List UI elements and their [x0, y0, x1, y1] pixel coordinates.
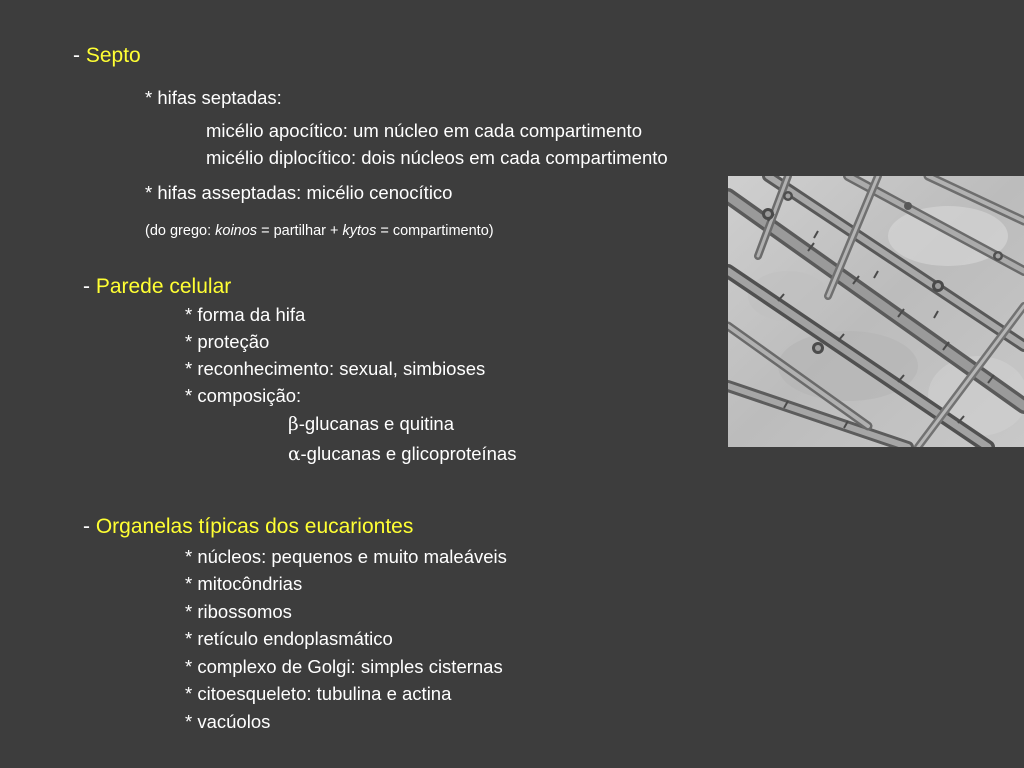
septo-title: Septo: [85, 44, 141, 67]
septo-heading: [73, 45, 141, 66]
organelas-dash: -: [83, 515, 96, 538]
parede-dash: -: [83, 275, 96, 298]
organela-item: * complexo de Golgi: simples cisternas: [185, 656, 503, 677]
alpha-symbol: α: [288, 444, 301, 465]
parede-item: * proteção: [185, 331, 270, 352]
apocitico-line: micélio apocítico: um núcleo em cada compartimento: [206, 120, 642, 141]
organela-item: * vacúolos: [185, 711, 271, 732]
parede-item: * reconhecimento: sexual, simbioses: [185, 358, 486, 379]
etym-koinos: koinos: [215, 223, 258, 239]
asseptadas-line: * hifas asseptadas: micélio cenocítico: [145, 182, 453, 203]
organela-item: * núcleos: pequenos e muito maleáveis: [185, 546, 507, 567]
septadas-label: * hifas septadas:: [145, 87, 282, 108]
hyphae-micrograph-drawing: [728, 176, 1024, 447]
organela-item: * ribossomos: [185, 601, 292, 622]
parede-heading: [83, 276, 231, 297]
organelas-heading: [83, 516, 413, 537]
parede-item: * composição:: [185, 385, 302, 406]
hyphae-micrograph: [728, 176, 1024, 447]
etym-prefix: (do grego:: [145, 223, 216, 239]
diplocitico-line: micélio diplocítico: dois núcleos em cada compartimento: [206, 147, 668, 168]
organela-item: * retículo endoplasmático: [185, 628, 393, 649]
beta-text: -glucanas e quitina: [298, 413, 455, 434]
etym-eq2: = compartimento): [376, 223, 494, 239]
alpha-text: -glucanas e glicoproteínas: [300, 443, 517, 464]
parede-title: Parede celular: [95, 275, 232, 298]
septo-dash: -: [73, 44, 86, 67]
organelas-title: Organelas típicas dos eucariontes: [95, 515, 414, 538]
beta-glucanas-line: [288, 415, 454, 435]
etym-eq1: = partilhar +: [257, 223, 343, 239]
organela-item: * citoesqueleto: tubulina e actina: [185, 683, 452, 704]
etymology-note: [145, 224, 494, 239]
alpha-glucanas-line: [288, 445, 516, 465]
organela-item: * mitocôndrias: [185, 573, 303, 594]
beta-symbol: β: [288, 414, 299, 435]
etym-kytos: kytos: [342, 223, 377, 239]
parede-item: * forma da hifa: [185, 304, 306, 325]
